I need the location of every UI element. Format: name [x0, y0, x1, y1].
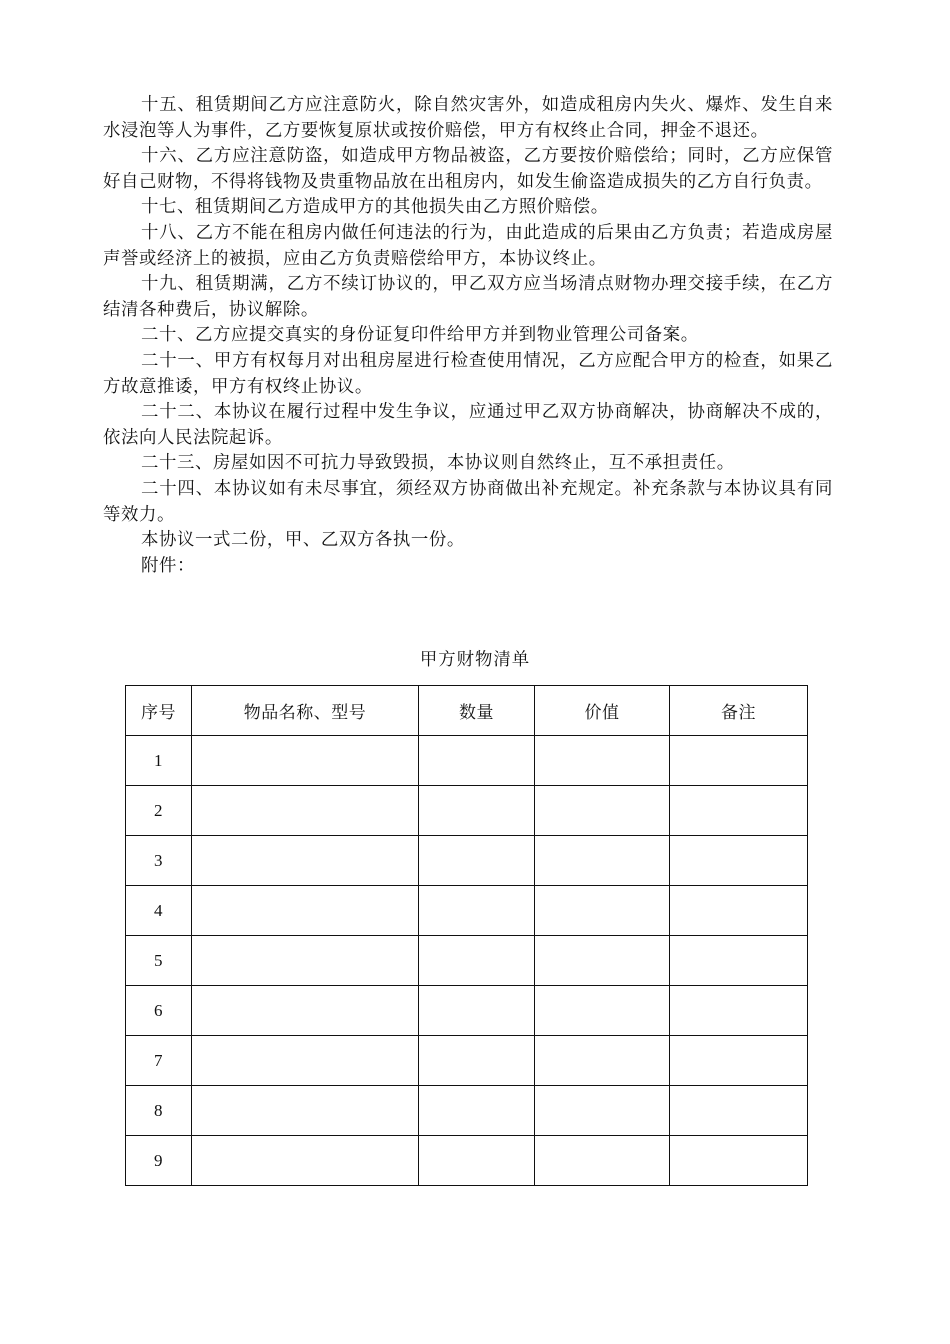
table-header-row: [126, 686, 808, 736]
cell-value: [535, 836, 670, 886]
cell-value: [535, 1036, 670, 1086]
cell-remarks: [670, 1136, 808, 1186]
clause-20: 二十、乙方应提交真实的身份证复印件给甲方并到物业管理公司备案。: [141, 325, 699, 346]
cell-quantity: [419, 986, 535, 1036]
table-row: [126, 986, 808, 1036]
clause-21: 二十一、甲方有权每月对出租房屋进行检查使用情况，乙方应配合甲方的检查，如果乙方故意推诿，甲方有权终止协议。: [103, 350, 833, 397]
cell-value: [535, 886, 670, 936]
cell-item-name: [192, 786, 419, 836]
cell-remarks: [670, 736, 808, 786]
cell-remarks: [670, 786, 808, 836]
header-quantity: 数量: [419, 686, 535, 736]
cell-quantity: [419, 836, 535, 886]
cell-quantity: [419, 786, 535, 836]
header-index: 序号: [126, 686, 192, 736]
row-index: 4: [126, 886, 192, 936]
cell-value: [535, 936, 670, 986]
table-row: [126, 886, 808, 936]
cell-quantity: [419, 1136, 535, 1186]
cell-quantity: [419, 886, 535, 936]
header-value: 价值: [535, 686, 670, 736]
cell-remarks: [670, 986, 808, 1036]
cell-quantity: [419, 736, 535, 786]
cell-value: [535, 1086, 670, 1136]
cell-quantity: [419, 1086, 535, 1136]
table-row: [126, 1036, 808, 1086]
row-index: 9: [126, 1136, 192, 1186]
row-index: 2: [126, 786, 192, 836]
cell-item-name: [192, 836, 419, 886]
cell-quantity: [419, 936, 535, 986]
clause-16: 十六、乙方应注意防盗，如造成甲方物品被盗，乙方要按价赔偿给；同时，乙方应保管好自己财物，不得将钱物及贵重物品放在出租房内，如发生偷盗造成损失的乙方自行负责。: [103, 146, 833, 192]
header-remarks: 备注: [670, 686, 808, 736]
row-index: 7: [126, 1036, 192, 1086]
inventory-table: [125, 685, 808, 1186]
attachment-label: 附件：: [141, 555, 195, 576]
inventory-title: 甲方财物清单: [419, 650, 531, 670]
row-index: 6: [126, 986, 192, 1036]
cell-item-name: [192, 736, 419, 786]
clause-15: 十五、租赁期间乙方应注意防火，除自然灾害外，如造成租房内失火、爆炸、发生自来水浸泡等人为事件，乙方要恢复原状或按价赔偿，甲方有权终止合同，押金不退还。: [103, 95, 833, 141]
cell-item-name: [192, 986, 419, 1036]
row-index: 1: [126, 736, 192, 786]
clause-17: 十七、租赁期间乙方造成甲方的其他损失由乙方照价赔偿。: [141, 197, 609, 218]
table-row: [126, 786, 808, 836]
row-index: 8: [126, 1086, 192, 1136]
contract-clauses: [103, 93, 833, 579]
cell-item-name: [192, 1036, 419, 1086]
row-index: 3: [126, 836, 192, 886]
table-row: [126, 736, 808, 786]
cell-item-name: [192, 886, 419, 936]
cell-value: [535, 736, 670, 786]
copies-statement: 本协议一式二份，甲、乙双方各执一份。: [141, 530, 465, 551]
table-row: [126, 1086, 808, 1136]
cell-remarks: [670, 836, 808, 886]
cell-remarks: [670, 1036, 808, 1086]
cell-remarks: [670, 886, 808, 936]
table-row: [126, 936, 808, 986]
clause-18: 十八、乙方不能在租房内做任何违法的行为，由此造成的后果由乙方负责；若造成房屋声誉或经济上的被损，应由乙方负责赔偿给甲方，本协议终止。: [103, 222, 833, 269]
cell-item-name: [192, 936, 419, 986]
cell-item-name: [192, 1086, 419, 1136]
clause-23: 二十三、房屋如因不可抗力导致毁损，本协议则自然终止，互不承担责任。: [141, 453, 735, 474]
cell-item-name: [192, 1136, 419, 1186]
header-item-name-model: 物品名称、型号: [192, 686, 419, 736]
clause-19: 十九、租赁期满，乙方不续订协议的，甲乙双方应当场清点财物办理交接手续，在乙方结清各种费后，协议解除。: [103, 274, 833, 320]
clause-22: 二十二、本协议在履行过程中发生争议，应通过甲乙双方协商解决，协商解决不成的，依法向人民法院起诉。: [103, 402, 833, 448]
cell-quantity: [419, 1036, 535, 1086]
clause-24: 二十四、本协议如有未尽事宜，须经双方协商做出补充规定。补充条款与本协议具有同等效力。: [103, 478, 833, 525]
row-index: 5: [126, 936, 192, 986]
table-row: [126, 1136, 808, 1186]
cell-value: [535, 1136, 670, 1186]
cell-value: [535, 986, 670, 1036]
cell-value: [535, 786, 670, 836]
cell-remarks: [670, 1086, 808, 1136]
cell-remarks: [670, 936, 808, 986]
table-row: [126, 836, 808, 886]
